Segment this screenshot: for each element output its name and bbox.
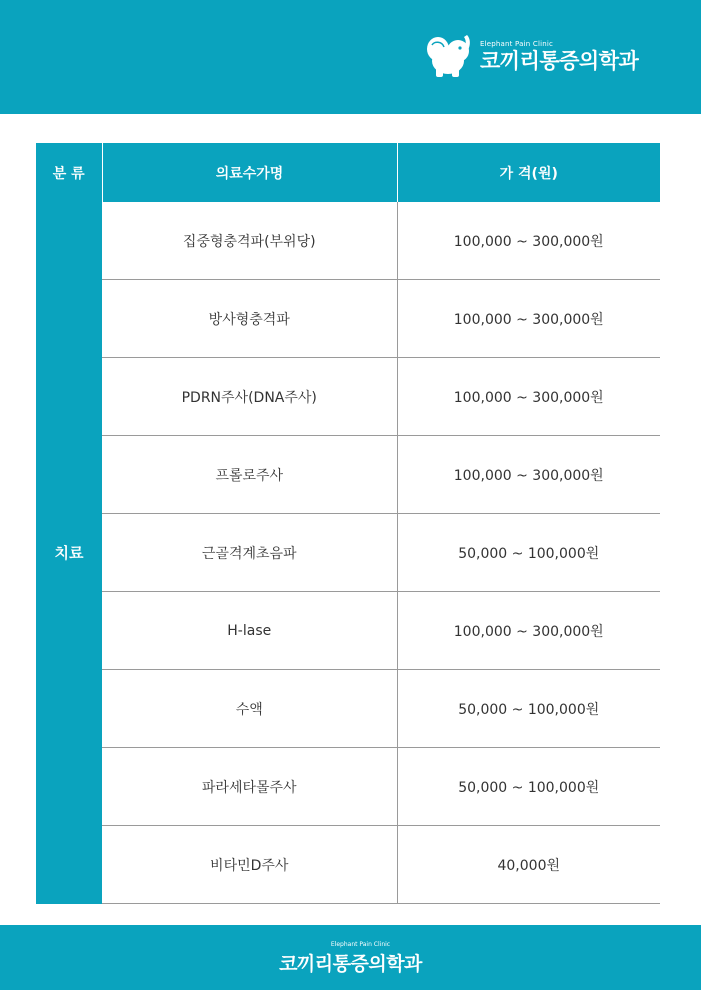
item-name: 비타민D주사 [102, 826, 397, 904]
item-name: 프롤로주사 [102, 436, 397, 514]
item-price: 100,000 ~ 300,000원 [397, 358, 660, 436]
item-price: 50,000 ~ 100,000원 [397, 748, 660, 826]
item-name: 수액 [102, 670, 397, 748]
elephant-icon [424, 33, 472, 79]
header-price: 가 격(원) [397, 143, 660, 202]
table-row [36, 748, 660, 826]
top-banner [0, 0, 701, 114]
item-price: 50,000 ~ 100,000원 [397, 514, 660, 592]
item-name: H-lase [102, 592, 397, 670]
item-name: 방사형충격파 [102, 280, 397, 358]
table-row [36, 436, 660, 514]
price-table [36, 143, 660, 904]
table-row [36, 358, 660, 436]
item-price: 100,000 ~ 300,000원 [397, 202, 660, 280]
item-name: 파라세타몰주사 [102, 748, 397, 826]
item-price: 100,000 ~ 300,000원 [397, 592, 660, 670]
table-row [36, 280, 660, 358]
header-item-name: 의료수가명 [102, 143, 397, 202]
bottom-banner [0, 925, 701, 990]
table-row [36, 670, 660, 748]
table-row [36, 202, 660, 280]
brand-name: 코끼리통증의학과 [480, 48, 639, 73]
clinic-logo[interactable] [424, 32, 638, 80]
item-name: 근골격계초음파 [102, 514, 397, 592]
footer-brand-name: 코끼리통증의학과 [279, 953, 422, 975]
item-name: PDRN주사(DNA주사) [102, 358, 397, 436]
item-price: 100,000 ~ 300,000원 [397, 436, 660, 514]
header-category: 분 류 [36, 143, 102, 202]
footer-brand-subtitle: Elephant Pain Clinic [330, 941, 391, 948]
table-row [36, 592, 660, 670]
brand-subtitle: Elephant Pain Clinic [480, 39, 554, 48]
table-row [36, 826, 660, 904]
item-name: 집중형충격파(부위당) [102, 202, 397, 280]
item-price: 40,000원 [397, 826, 660, 904]
item-price: 100,000 ~ 300,000원 [397, 280, 660, 358]
category-cell: 치료 [36, 202, 102, 904]
table-row [36, 514, 660, 592]
item-price: 50,000 ~ 100,000원 [397, 670, 660, 748]
table-header-row [36, 143, 660, 202]
